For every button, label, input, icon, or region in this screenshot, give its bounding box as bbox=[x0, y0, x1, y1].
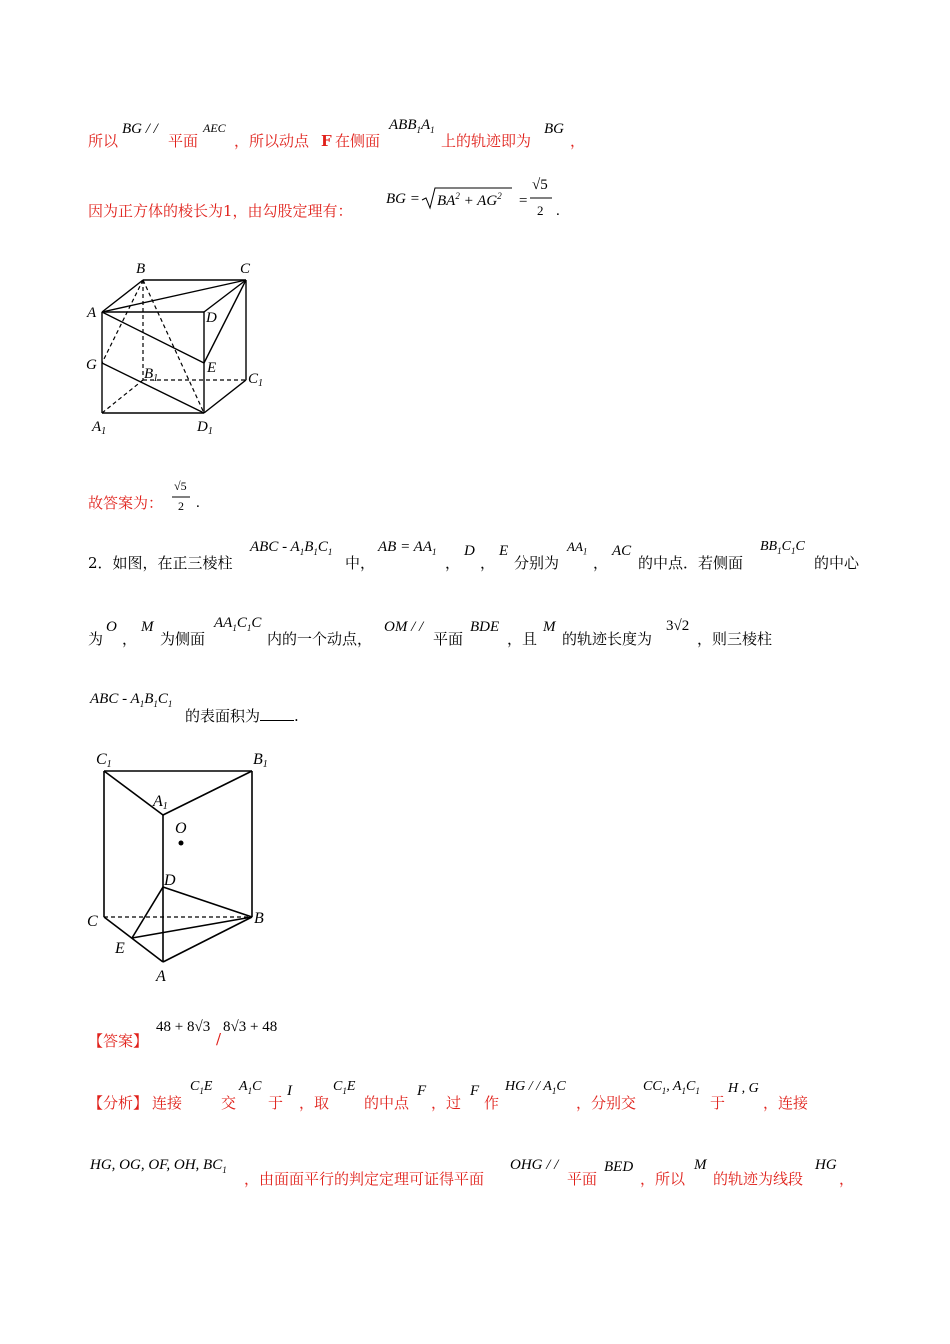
math-prism: ABC - $A_1B_1C_1$ bbox=[90, 691, 173, 709]
problem2-line-2 bbox=[0, 616, 950, 656]
fraction-numerator: √5 bbox=[532, 177, 548, 193]
math-i: I bbox=[287, 1083, 292, 1099]
text: ，分别交 bbox=[576, 1094, 637, 1112]
edge-de bbox=[132, 887, 163, 938]
hidden-a1b1 bbox=[102, 380, 143, 413]
analysis-tag: 【分析】 bbox=[88, 1094, 149, 1112]
text: ， bbox=[570, 132, 586, 150]
text: 的轨迹长度为 bbox=[562, 630, 653, 648]
text: 的中点．若侧面 bbox=[638, 554, 744, 572]
answer-line-1 bbox=[0, 478, 950, 518]
math-aec: AEC bbox=[203, 121, 226, 135]
fraction-numerator: √5 bbox=[174, 479, 187, 493]
math-bde: BDE bbox=[470, 619, 500, 635]
math-f: F bbox=[470, 1083, 480, 1099]
edge-d1c1 bbox=[204, 380, 246, 413]
math-segments: HG, OG, OF, OH, $BC_1$ bbox=[90, 1157, 227, 1175]
label-a: A bbox=[87, 305, 97, 321]
text: 作 bbox=[484, 1094, 500, 1112]
label-b1: B1 bbox=[253, 751, 268, 770]
answer-blank[interactable] bbox=[260, 708, 294, 721]
edge-ab bbox=[163, 917, 252, 962]
label-c1: $C_1$ bbox=[248, 371, 264, 389]
math-ac: AC bbox=[612, 543, 632, 559]
answer-tag: 【答案】 bbox=[88, 1032, 149, 1050]
math-bg-parallel: BG / / bbox=[122, 121, 158, 137]
text: ，由面面平行的判定定理可证得平面 bbox=[244, 1170, 485, 1188]
period: . bbox=[196, 495, 200, 511]
label-d: D bbox=[206, 310, 217, 326]
math-f: F bbox=[417, 1083, 427, 1099]
math-d: D bbox=[464, 543, 475, 559]
edge-ca bbox=[104, 917, 163, 962]
text: ， bbox=[593, 554, 609, 572]
math-aa1c1c: $AA_1C_1C$ bbox=[214, 615, 262, 633]
label-a: A bbox=[156, 968, 166, 985]
math-hg: HG bbox=[815, 1157, 837, 1173]
label-o: O bbox=[175, 820, 187, 837]
text: 所以 bbox=[88, 132, 119, 150]
label-c: C bbox=[240, 261, 251, 277]
text: ， bbox=[122, 630, 138, 648]
text: 的中心 bbox=[814, 554, 860, 572]
label-c: C bbox=[87, 913, 98, 930]
text: ，且 bbox=[507, 630, 538, 648]
math-answer-b: 8√3 + 48 bbox=[223, 1019, 278, 1035]
edge-eb bbox=[132, 917, 252, 938]
label-a1: A1 bbox=[153, 793, 168, 812]
text: 中， bbox=[345, 554, 376, 572]
math-hg-parallel-a1c: HG / / $A_1C$ bbox=[505, 1079, 566, 1096]
math-eq: = bbox=[518, 193, 529, 209]
text: 因为正方体的棱长为1，由勾股定理有： bbox=[88, 202, 353, 220]
edge-a1b1 bbox=[163, 771, 252, 815]
math-aa1: $AA_1$ bbox=[567, 539, 588, 557]
solution-line-2 bbox=[0, 178, 950, 218]
edge-db bbox=[163, 887, 252, 917]
text-f: F bbox=[321, 132, 332, 150]
prism-figure bbox=[80, 745, 300, 985]
math-m: M bbox=[141, 619, 154, 635]
text: 为 bbox=[88, 630, 104, 648]
text: 分别为 bbox=[514, 554, 560, 572]
text: 平面 bbox=[567, 1170, 598, 1188]
label-d: D bbox=[164, 872, 176, 889]
text: 的轨迹为线段 bbox=[713, 1170, 804, 1188]
text: 内的一个动点， bbox=[267, 630, 373, 648]
period: . bbox=[556, 203, 560, 219]
text: 平面 bbox=[433, 630, 464, 648]
fraction-denominator: 2 bbox=[537, 203, 544, 218]
label-g: G bbox=[86, 357, 97, 373]
cube-figure bbox=[80, 255, 280, 440]
text: 为侧面 bbox=[160, 630, 206, 648]
text: 在侧面 bbox=[335, 132, 381, 150]
math-h-g: H , G bbox=[728, 1081, 759, 1096]
problem2-line-3 bbox=[0, 690, 950, 730]
math-m: M bbox=[543, 619, 556, 635]
edge-ae bbox=[102, 312, 204, 363]
text: 平面 bbox=[168, 132, 199, 150]
label-a1: $A_1$ bbox=[92, 419, 107, 437]
label-d1: $D_1$ bbox=[197, 419, 213, 437]
analysis-line-1 bbox=[0, 1080, 950, 1120]
label-b1: $B_1$ bbox=[144, 366, 159, 384]
math-answer-a: 48 + 8√3 bbox=[156, 1019, 211, 1035]
math-a1c: $A_1C$ bbox=[239, 1079, 262, 1096]
math-abb1a1: $ABB_1A_1$ bbox=[389, 117, 435, 135]
math-3sqrt2: 3√2 bbox=[666, 618, 690, 634]
math-m: M bbox=[694, 1157, 707, 1173]
label-e: E bbox=[207, 360, 217, 376]
math-c1e: $C_1E$ bbox=[333, 1079, 356, 1096]
text: 的表面积为 . bbox=[185, 707, 299, 725]
label-e: E bbox=[115, 940, 125, 957]
text: 上的轨迹即为 bbox=[441, 132, 532, 150]
text: ， bbox=[839, 1170, 855, 1188]
hidden-bd1 bbox=[143, 280, 204, 413]
math-o: O bbox=[106, 619, 117, 635]
fraction-bar bbox=[530, 197, 554, 199]
math-c1e: $C_1E$ bbox=[190, 1079, 213, 1096]
text: 于 bbox=[710, 1094, 726, 1112]
text: 故答案为： bbox=[88, 494, 164, 512]
text: 交 bbox=[221, 1094, 237, 1112]
math-radicand: $BA^2 + AG^2$ bbox=[437, 191, 502, 209]
text: 连接 bbox=[152, 1094, 183, 1112]
math-bg-eq: BG = bbox=[386, 191, 420, 207]
text: 于 bbox=[268, 1094, 284, 1112]
problem2-line-1 bbox=[0, 540, 950, 580]
text: ，过 bbox=[431, 1094, 462, 1112]
answer-line-2 bbox=[0, 1018, 950, 1058]
label-c1: C1 bbox=[96, 751, 112, 770]
fraction-denominator: 2 bbox=[178, 499, 184, 513]
point-o bbox=[179, 841, 184, 846]
text: ， bbox=[480, 554, 496, 572]
math-prism: ABC - $A_1B_1C_1$ bbox=[250, 539, 333, 557]
text: ，所以动点 bbox=[234, 132, 310, 150]
fraction-bar bbox=[172, 496, 194, 498]
math-ohg-parallel: OHG / / bbox=[510, 1157, 559, 1173]
math-cc1-a1c1: $CC_1$, $A_1C_1$ bbox=[643, 1079, 700, 1096]
text: ， bbox=[445, 554, 461, 572]
math-om-parallel: OM / / bbox=[384, 619, 424, 635]
text: ，所以 bbox=[640, 1170, 686, 1188]
math-ab-eq-aa1: AB = $AA_1$ bbox=[378, 539, 437, 557]
math-bg: BG bbox=[544, 121, 564, 137]
math-bb1c1c: $BB_1C_1C$ bbox=[760, 539, 805, 556]
solution-line-1 bbox=[0, 118, 950, 158]
separator: / bbox=[216, 1030, 222, 1048]
text: ，则三棱柱 bbox=[697, 630, 773, 648]
text: ，连接 bbox=[763, 1094, 809, 1112]
text: 的中点 bbox=[364, 1094, 410, 1112]
analysis-line-2 bbox=[0, 1156, 950, 1196]
math-e: E bbox=[499, 543, 509, 559]
math-bed: BED bbox=[604, 1159, 634, 1175]
label-b: B bbox=[136, 261, 146, 277]
label-b: B bbox=[254, 910, 264, 927]
text: ，取 bbox=[299, 1094, 330, 1112]
text: 2．如图，在正三棱柱 bbox=[88, 554, 233, 572]
